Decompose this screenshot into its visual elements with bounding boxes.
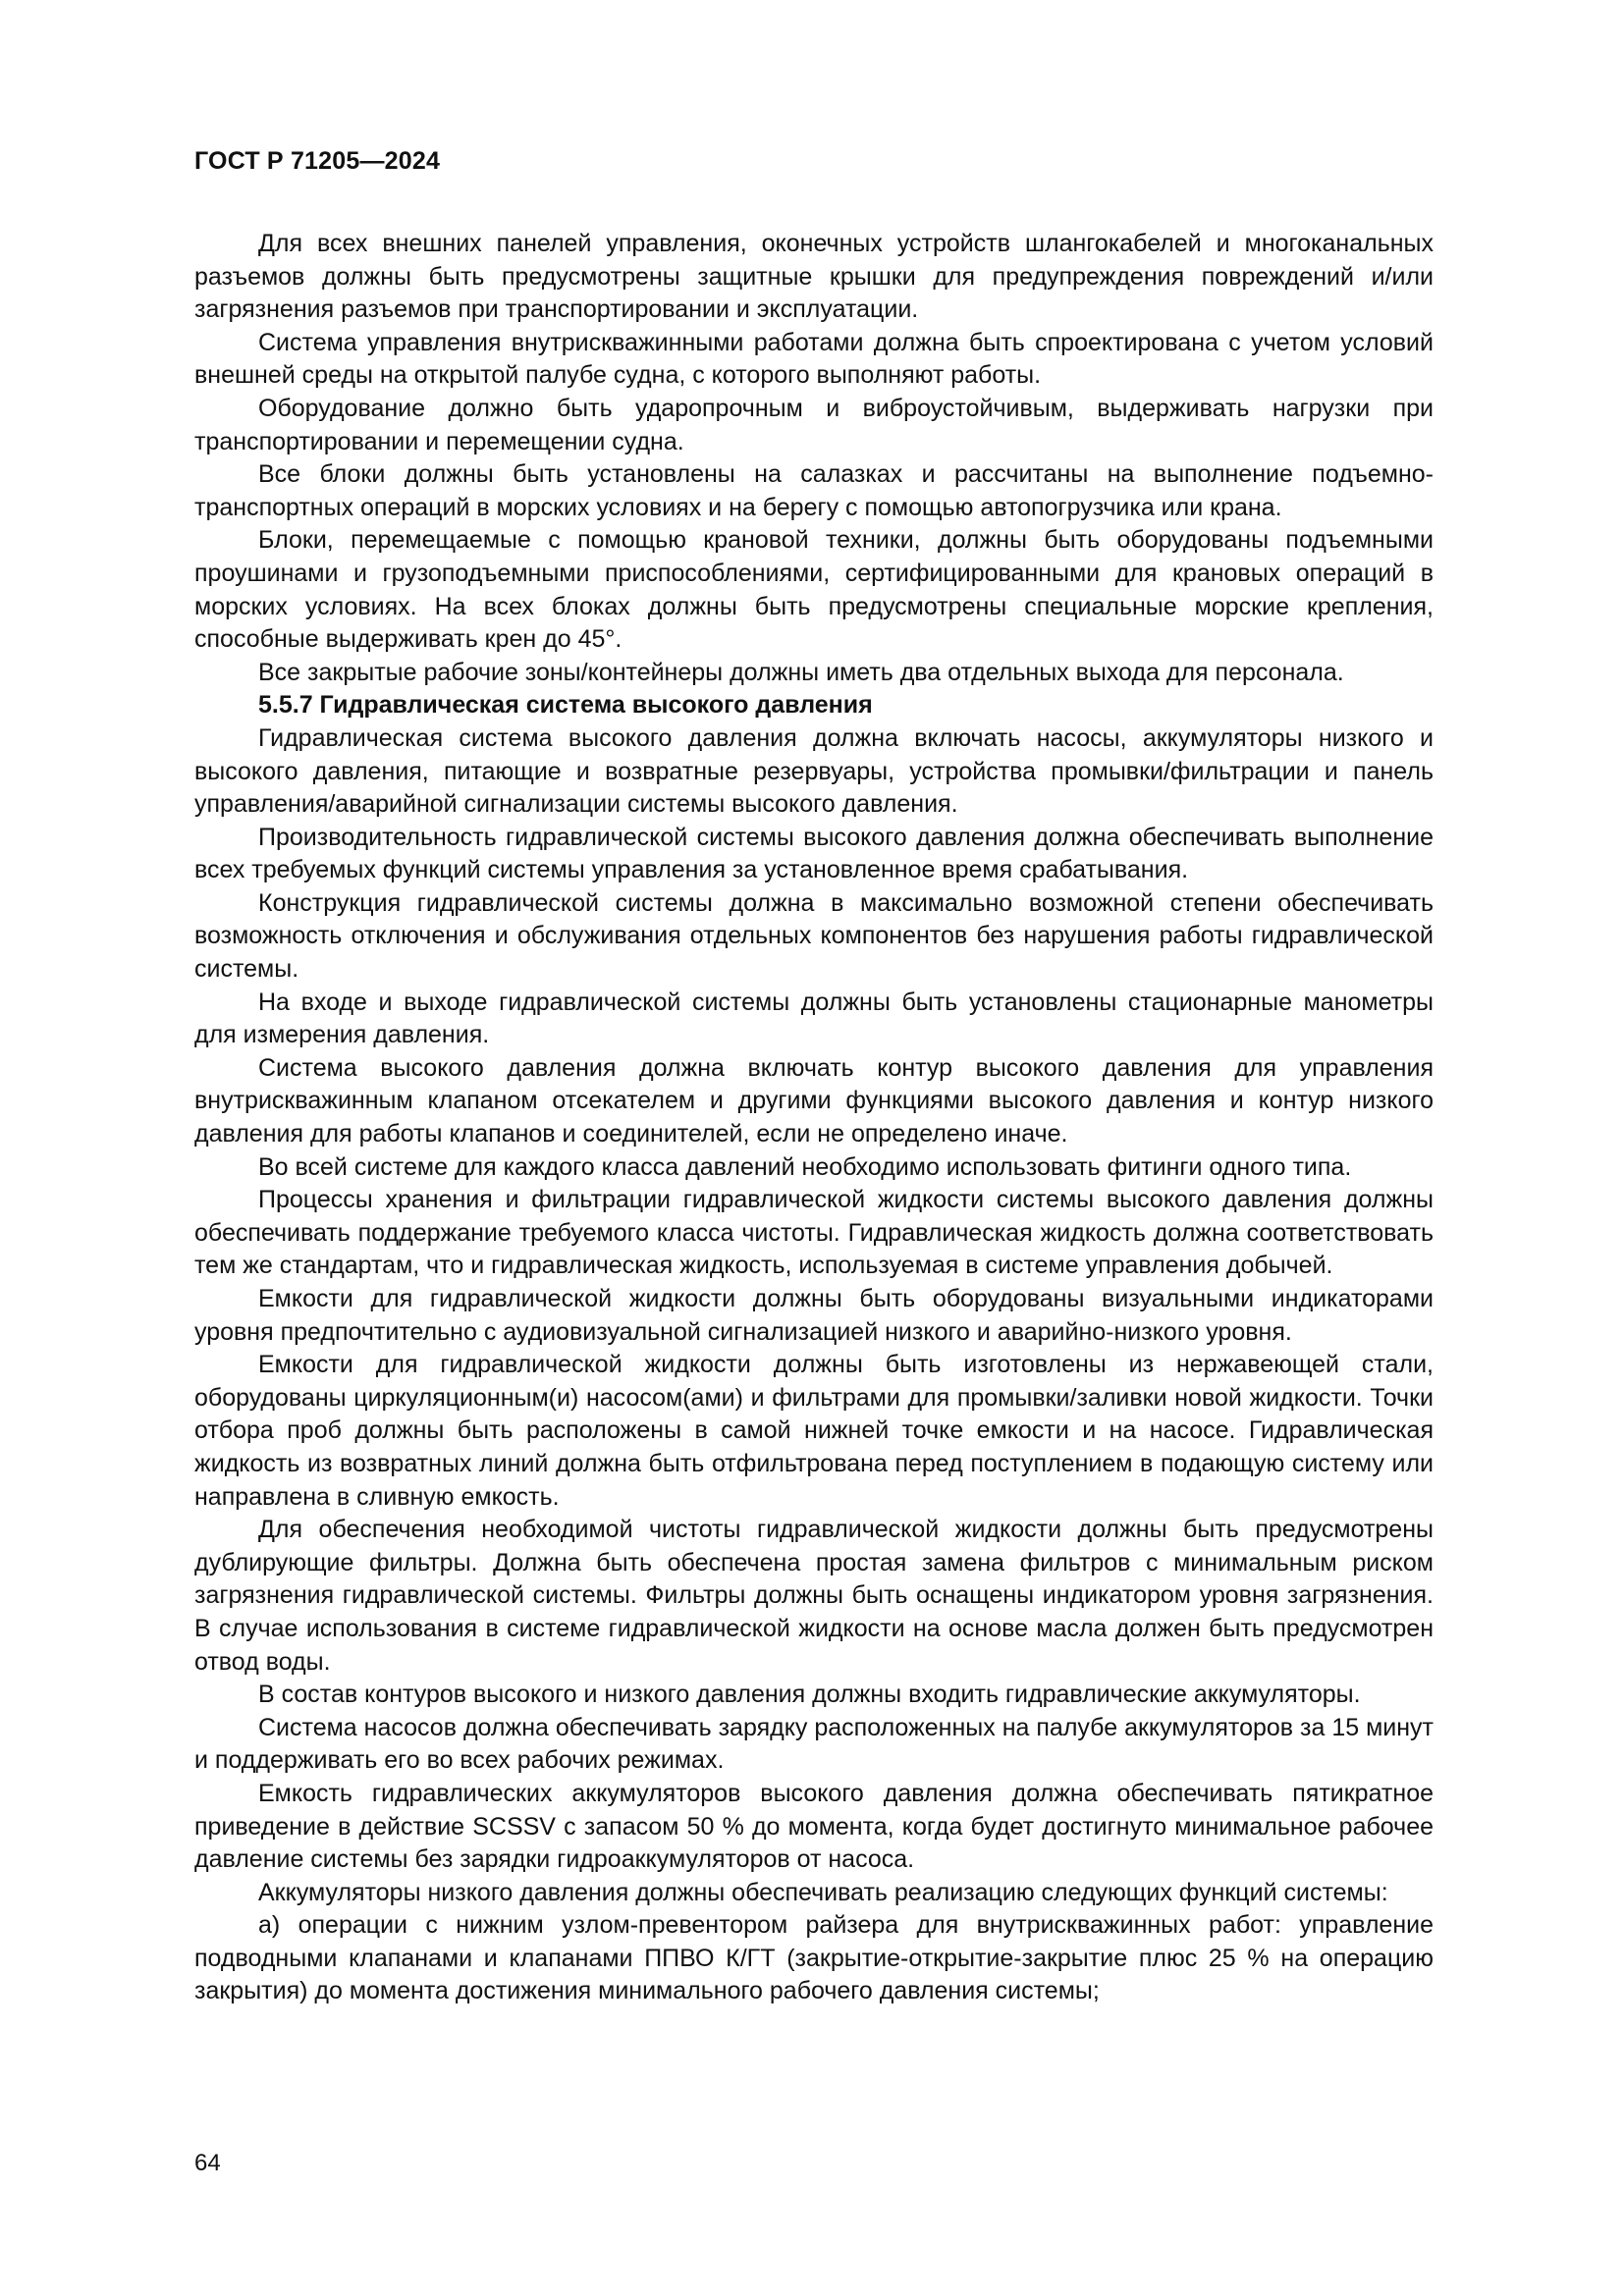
paragraph: Производительность гидравлической системы высокого давления должна обеспечивать выполнение всех требуемых функций системы управления за установленное время срабатывания. (194, 823, 1434, 884)
list-item: а) операции с нижним узлом-превентором райзера для внутрискважинных работ: управление подводными клапанами и клапанами ППВО К/ГТ (закрытие-открытие-закрытие плюс 25 % на операцию закрытия) до момента достижения минимального рабочего давления системы; (194, 1911, 1434, 2005)
paragraph: Гидравлическая система высокого давления должна включать насосы, аккумуляторы низкого и высокого давления, питающие и возвратные резервуары, устройства промывки/фильтрации и панель управления/аварийной сигнализации системы высокого давления. (194, 723, 1434, 819)
paragraph: На входе и выходе гидравлической системы должны быть установлены стационарные манометры для измерения давления. (194, 988, 1434, 1049)
paragraph: Система насосов должна обеспечивать зарядку расположенных на палубе аккумуляторов за 15 минут и поддерживать его во всех рабочих режимах. (194, 1713, 1434, 1775)
paragraph: Система управления внутрискважинными работами должна быть спроектирована с учетом условий внешней среды на открытой палубе судна, с которого выполняют работы. (194, 328, 1434, 390)
paragraph: Емкости для гидравлической жидкости должны быть оборудованы визуальными индикаторами уровня предпочтительно с аудиовизуальной сигнализацией низкого и аварийно-низкого уровня. (194, 1285, 1434, 1346)
page-number: 64 (194, 2150, 221, 2176)
paragraph: Оборудование должно быть ударопрочным и виброустойчивым, выдерживать нагрузки при транспортировании и перемещении судна. (194, 394, 1434, 455)
section-heading: 5.5.7 Гидравлическая система высокого давления (258, 691, 873, 720)
document-code: ГОСТ Р 71205—2024 (194, 147, 441, 175)
paragraph: Все блоки должны быть установлены на салазках и рассчитаны на выполнение подъемно-транспортных операций в морских условиях и на берегу с помощью автопогрузчика или крана. (194, 460, 1434, 521)
paragraph: Процессы хранения и фильтрации гидравлической жидкости системы высокого давления должны обеспечивать поддержание требуемого класса чистоты. Гидравлическая жидкость должна соответствовать тем же стандартам, что и гидравлическая жидкость, используемая в системе управления добычей. (194, 1186, 1434, 1280)
paragraph: Конструкция гидравлической системы должна в максимально возможной степени обеспечивать возможность отключения и обслуживания отдельных компонентов без нарушения работы гидравлической системы. (194, 888, 1434, 984)
paragraph: Во всей системе для каждого класса давлений необходимо использовать фитинги одного типа. (258, 1152, 1352, 1181)
paragraph: Система высокого давления должна включать контур высокого давления для управления внутрискважинным клапаном отсекателем и другими функциями высокого давления и контур низкого давления для работы клапанов и соединителей, если не определено иначе. (194, 1053, 1434, 1148)
paragraph: Для всех внешних панелей управления, оконечных устройств шлангокабелей и многоканальных разъемов должны быть предусмотрены защитные крышки для предупреждения повреждений и/или загрязнения разъемов при транспортировании и эксплуатации. (194, 230, 1434, 324)
document-body (194, 228, 1434, 2008)
paragraph: Емкость гидравлических аккумуляторов высокого давления должна обеспечивать пятикратное приведение в действие SCSSV с запасом 50 % до момента, когда будет достигнуто минимальное рабочее давление системы без зарядки гидроаккумуляторов от насоса. (194, 1779, 1434, 1874)
paragraph: Аккумуляторы низкого давления должны обеспечивать реализацию следующих функций системы: (258, 1878, 1388, 1906)
paragraph: Все закрытые рабочие зоны/контейнеры должны иметь два отдельных выхода для персонала. (258, 658, 1344, 686)
paragraph: Для обеспечения необходимой чистоты гидравлической жидкости должны быть предусмотрены дублирующие фильтры. Должна быть обеспечена простая замена фильтров с минимальным риском загрязнения гидравлической системы. Фильтры должны быть оснащены индикатором уровня загрязнения. В случае использования в системе гидравлической жидкости на основе масла должен быть предусмотрен отвод воды. (194, 1516, 1434, 1676)
paragraph: Емкости для гидравлической жидкости должны быть изготовлены из нержавеющей стали, оборудованы циркуляционным(и) насосом(ами) и фильтрами для промывки/заливки новой жидкости. Точки отбора проб должны быть расположены в самой нижней точке емкости и на насосе. Гидравлическая жидкость из возвратных линий должна быть отфильтрована перед поступлением в подающую систему или направлена в сливную емкость. (194, 1351, 1434, 1511)
paragraph: Блоки, перемещаемые с помощью крановой техники, должны быть оборудованы подъемными проушинами и грузоподъемными приспособлениями, сертифицированными для крановых операций в морских условиях. На всех блоках должны быть предусмотрены специальные морские крепления, способные выдерживать крен до 45°. (194, 526, 1434, 654)
paragraph: В состав контуров высокого и низкого давления должны входить гидравлические аккумуляторы. (258, 1681, 1361, 1709)
